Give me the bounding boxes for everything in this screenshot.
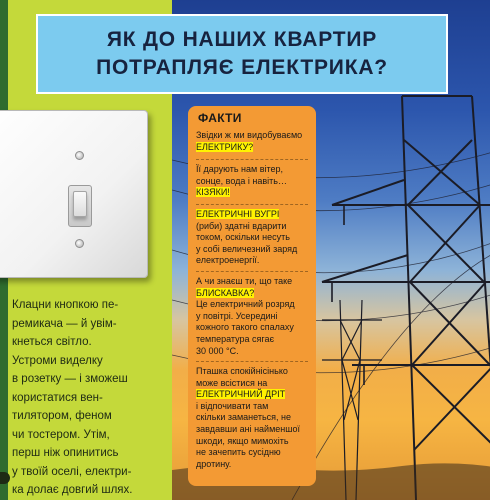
fact-item (196, 366, 314, 470)
fact-highlight: ЕЛЕКТРИЧНІ ВУГРІ (196, 209, 280, 219)
fact-line: не зачепить сусідню (196, 447, 281, 458)
body-line: у твоїй оселі, електри- (12, 465, 132, 478)
fact-line: шкоди, якщо мимохіть (196, 435, 289, 446)
body-line: Устроми виделку (12, 354, 103, 367)
fact-divider (196, 271, 308, 272)
fact-line: сонце, вода і навіть… (196, 175, 287, 186)
light-switch-illustration (0, 110, 148, 278)
body-line: ремикача — й увім- (12, 317, 117, 330)
fact-line: у собі величезний заряд (196, 243, 298, 254)
fact-item (196, 276, 314, 357)
title-banner (36, 14, 448, 94)
switch-toggle (68, 185, 92, 227)
fact-highlight: КІЗЯКИ! (196, 187, 230, 198)
fact-divider (196, 204, 308, 205)
page-title-line-2: ПОТРАПЛЯЄ ЕЛЕКТРИКА? (96, 56, 388, 79)
fact-highlight: ЕЛЕКТРИЧНИЙ ДРІТ (196, 389, 286, 400)
screw-icon (75, 151, 84, 160)
body-line: ка долає довгий шлях. (12, 484, 133, 496)
body-text (12, 296, 170, 500)
body-line: перш ніж опинитись (12, 447, 119, 459)
body-line: Клацни кнопкою пе- (12, 299, 119, 311)
body-line: тилятором, феном (12, 410, 112, 422)
fact-line: Звідки ж ми видобуваємо (196, 130, 303, 140)
fact-highlight: ЕЛЕКТРИКУ? (196, 141, 254, 152)
fact-line: током, оскільки несуть (196, 232, 290, 243)
page-edge (490, 0, 500, 500)
body-line: в розетку — і зможеш (12, 373, 128, 385)
screw-icon (75, 239, 84, 248)
fact-line: 30 000 °С. (196, 345, 239, 356)
fact-divider (196, 361, 308, 362)
fact-line: Це електричний розряд (196, 299, 295, 310)
fact-line: температура сягає (196, 333, 275, 344)
page-marker (0, 472, 10, 484)
fact-line: (риби) здатні вдарити (196, 220, 287, 231)
body-line: чи тостером. Утім, (12, 428, 110, 441)
fact-item (196, 209, 314, 267)
body-line: кнеться світло. (12, 336, 92, 348)
fact-line: дротину. (196, 458, 232, 469)
fact-line: завдавши ані найменшої (196, 423, 300, 434)
fact-line: Її дарують нам вітер, (196, 164, 284, 174)
fact-line: електроенергії. (196, 255, 260, 266)
facts-sidebar (188, 106, 316, 486)
fact-line: скільки заманеться, не (196, 412, 292, 423)
fact-item (196, 130, 314, 153)
fact-line: Пташка спокійнісінько (196, 366, 288, 376)
body-line: користатися вен- (12, 391, 103, 404)
fact-item (196, 164, 314, 199)
fact-line: у повітрі. Усередині (196, 310, 278, 321)
fact-line: А чи знаєш ти, що таке (196, 276, 293, 286)
fact-line: кожного такого спалаху (196, 322, 294, 333)
facts-heading: ФАКТИ (198, 111, 242, 125)
fact-line: може всістися на (196, 377, 268, 388)
fact-divider (196, 159, 308, 160)
fact-line: і відпочивати там (196, 400, 269, 411)
page-title-line-1: ЯК ДО НАШИХ КВАРТИР (106, 28, 378, 51)
switch-lever (73, 191, 87, 217)
fact-highlight: БЛИСКАВКА? (196, 287, 255, 298)
